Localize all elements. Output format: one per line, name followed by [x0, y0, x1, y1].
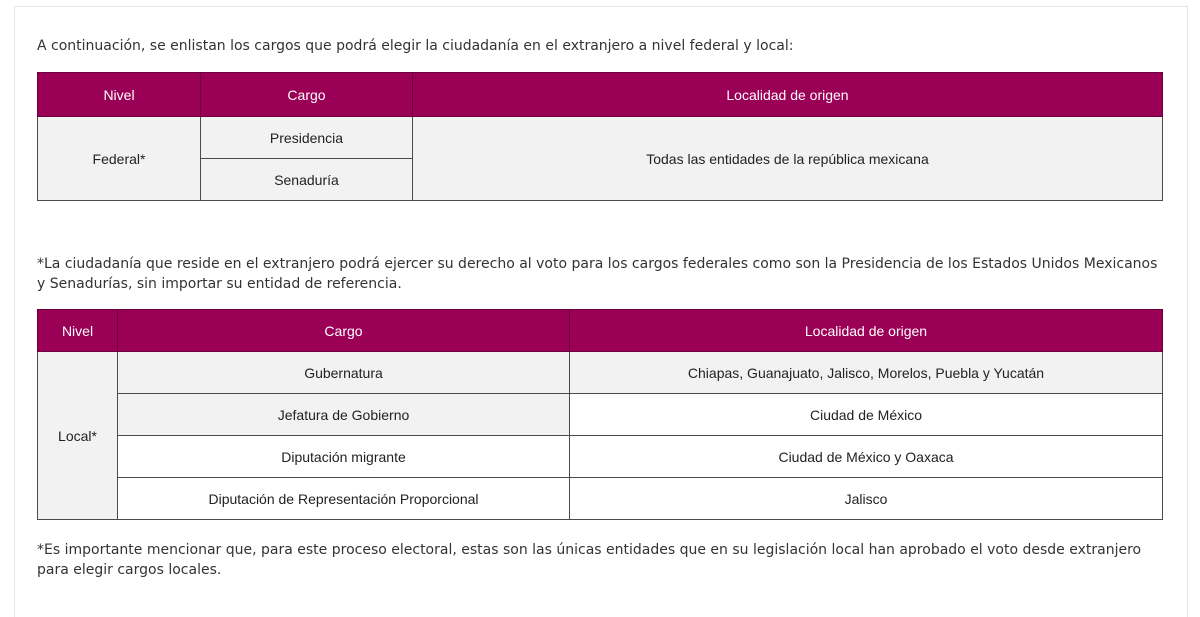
- table-row: [38, 117, 1163, 159]
- localidad-cell: Chiapas, Guanajuato, Jalisco, Morelos, Puebla y Yucatán: [570, 352, 1163, 394]
- header-nivel: Nivel: [38, 310, 118, 352]
- local-table: [37, 309, 1163, 520]
- intro-text: A continuación, se enlistan los cargos que podrá elegir la ciudadanía en el extranjero a nivel federal y local:: [37, 38, 794, 54]
- localidad-cell: Todas las entidades de la república mexicana: [413, 117, 1163, 201]
- localidad-cell: Ciudad de México: [570, 394, 1163, 436]
- table-row: [38, 394, 1163, 436]
- local-table-header-row: [38, 310, 1163, 352]
- table-row: [38, 436, 1163, 478]
- header-nivel: Nivel: [38, 73, 201, 117]
- cargo-cell: Gubernatura: [118, 352, 570, 394]
- header-cargo: Cargo: [118, 310, 570, 352]
- cargo-cell: Presidencia: [201, 117, 413, 159]
- cargo-cell: Diputación migrante: [118, 436, 570, 478]
- localidad-cell: Ciudad de México y Oaxaca: [570, 436, 1163, 478]
- cargo-cell: Diputación de Representación Proporcional: [118, 478, 570, 520]
- federal-table: [37, 72, 1163, 201]
- nivel-cell-local: Local*: [38, 352, 118, 520]
- nivel-cell-federal: Federal*: [38, 117, 201, 201]
- federal-table-header-row: [38, 73, 1163, 117]
- table-row: [38, 352, 1163, 394]
- cargo-cell: Senaduría: [201, 159, 413, 201]
- header-localidad: Localidad de origen: [570, 310, 1163, 352]
- header-cargo: Cargo: [201, 73, 413, 117]
- table-row: [38, 478, 1163, 520]
- cargo-cell: Jefatura de Gobierno: [118, 394, 570, 436]
- header-localidad: Localidad de origen: [413, 73, 1163, 117]
- federal-note: *La ciudadanía que reside en el extranjero podrá ejercer su derecho al voto para los cargos federales como son la Presidencia de los Estados Unidos Mexicanos y Senadurías, sin importar su entidad de referencia.: [37, 256, 1158, 292]
- local-note: *Es importante mencionar que, para este proceso electoral, estas son las únicas entidades que en su legislación local han aprobado el voto desde extranjero para elegir cargos locales.: [37, 542, 1142, 578]
- localidad-cell: Jalisco: [570, 478, 1163, 520]
